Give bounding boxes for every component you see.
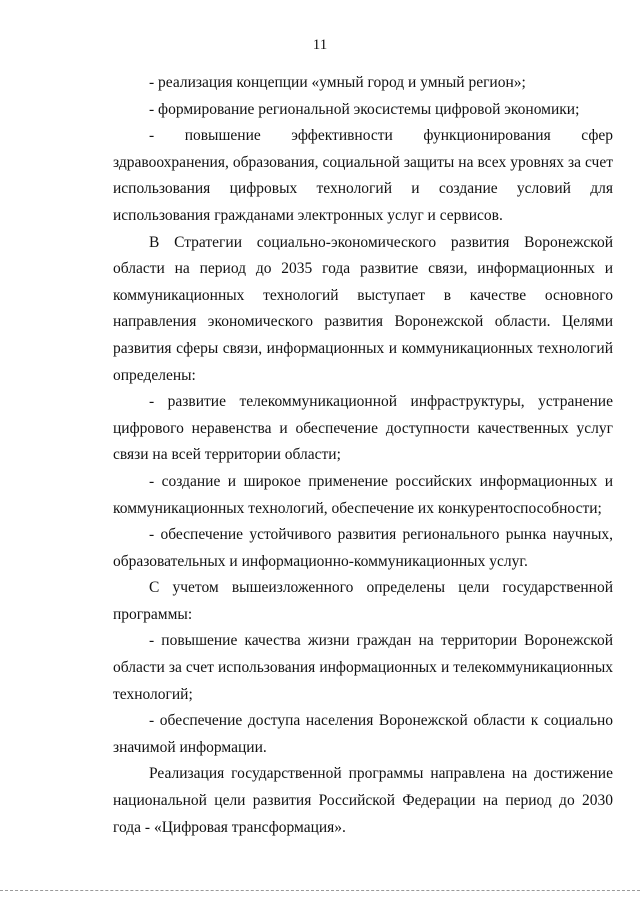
page-bottom-divider xyxy=(0,890,640,891)
paragraph: - реализация концепции «умный город и умный регион»; xyxy=(149,74,526,91)
paragraph: - формирование региональной экосистемы цифровой экономики; xyxy=(149,100,580,118)
page-number: 11 xyxy=(312,37,328,53)
paragraph: - повышение эффективности функционирования сфер здравоохранения, образования, социальной защиты на всех уровнях за счет использования цифровых технологий и создание условий для использования гражданами электронных услуг и сервисов. xyxy=(113,127,613,224)
document-body xyxy=(113,70,613,841)
paragraph: - создание и широкое применение российских информационных и коммуникационных технологий, обеспечение их конкурентоспособности; xyxy=(113,472,613,517)
paragraph: - повышение качества жизни граждан на территории Воронежской области за счет использования информационных и телекоммуникационных технологий; xyxy=(113,632,613,703)
paragraph: - обеспечение устойчивого развития регионального рынка научных, образовательных и информационно-коммуникационных услуг. xyxy=(113,526,613,570)
paragraph: В Стратегии социально-экономического развития Воронежской области на период до 2035 года развитие связи, информационных и коммуникационных технологий выступает в качестве основного направления экономического развития Воронежской области. Целями развития сферы связи, информационных и коммуникационных технологий определены: xyxy=(113,233,613,384)
paragraph: С учетом вышеизложенного определены цели государственной программы: xyxy=(113,579,613,623)
paragraph: Реализация государственной программы направлена на достижение национальной цели развития Российской Федерации на период до 2030 года - «Цифровая трансформация». xyxy=(113,765,613,836)
paragraph: - обеспечение доступа населения Воронежской области к социально значимой информации. xyxy=(113,712,613,756)
paragraph: - развитие телекоммуникационной инфраструктуры, устранение цифрового неравенства и обеспечение доступности качественных услуг связи на всей территории области; xyxy=(113,393,613,464)
